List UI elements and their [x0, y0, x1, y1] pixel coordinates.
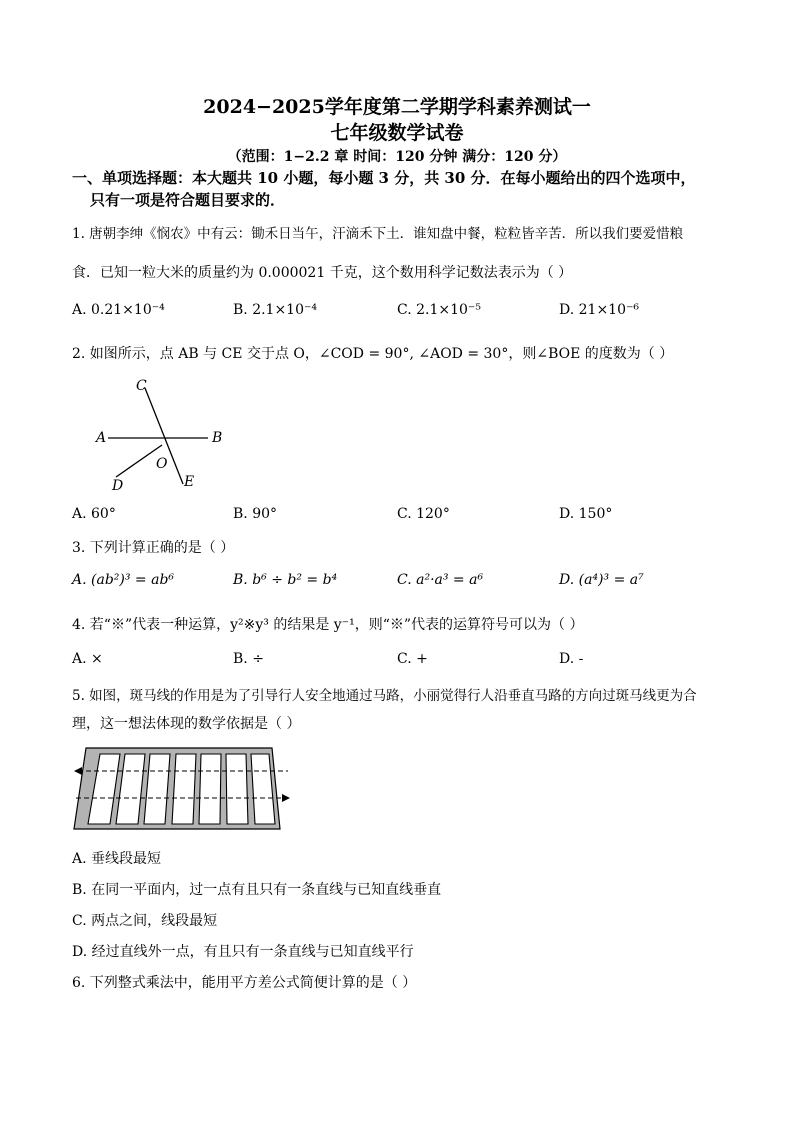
exam-meta: （范围：1−2.2 章 时间：120 分钟 满分：120 分）	[227, 149, 567, 165]
q5-text-line1: 5. 如图，斑马线的作用是为了引导行人安全地通过马路，小丽觉得行人沿垂直马路的方向过斑马线更为合	[72, 688, 697, 704]
q5-option-c[interactable]: C. 两点之间，线段最短	[72, 913, 218, 929]
q1-option-c[interactable]: C. 2.1×10⁻⁵	[397, 302, 481, 318]
q5-option-a[interactable]: A. 垂线段最短	[72, 851, 162, 867]
q4-option-c[interactable]: C. +	[397, 651, 428, 667]
q3-option-a[interactable]: A. (ab²)³ = ab⁶	[72, 572, 175, 588]
label-c: C	[136, 378, 147, 394]
q3-option-d[interactable]: D. (a⁴)³ = a⁷	[559, 572, 644, 588]
section-heading-line1: 一、单项选择题：本大题共 10 小题，每小题 3 分，共 30 分．在每小题给出的四个选项中，	[72, 169, 696, 187]
q3-option-c[interactable]: C. a²·a³ = a⁶	[397, 572, 484, 588]
label-a: A	[96, 430, 107, 446]
q3-text: 3. 下列计算正确的是（ ）	[72, 540, 235, 556]
q2-text: 2. 如图所示，点 AB 与 CE 交于点 O，∠COD = 90°, ∠AOD = 30°，则∠BOE 的度数为（ ）	[72, 346, 674, 362]
q2-option-d[interactable]: D. 150°	[559, 506, 613, 522]
q4-option-d[interactable]: D. -	[559, 651, 584, 667]
q5-text-line2: 理，这一想法体现的数学依据是（ ）	[72, 716, 301, 732]
q5-zebra-crossing-diagram	[70, 745, 295, 835]
stripe	[172, 754, 196, 824]
q1-text-line2: 食．已知一粒大米的质量约为 0.000021 千克，这个数用科学记数法表示为（ ）	[72, 265, 573, 281]
label-o: O	[156, 456, 168, 472]
q5-option-d[interactable]: D. 经过直线外一点，有且只有一条直线与已知直线平行	[72, 944, 414, 960]
exam-title: 2024−2025学年度第二学期学科素养测试一	[203, 96, 591, 118]
q6-text: 6. 下列整式乘法中，能用平方差公式简便计算的是（ ）	[72, 975, 417, 991]
q3-option-b[interactable]: B. b⁶ ÷ b² = b⁴	[233, 572, 338, 588]
section-heading-line2: 只有一项是符合题目要求的．	[90, 191, 286, 209]
stripe	[199, 754, 221, 824]
q1-text-line1: 1. 唐朝李绅《悯农》中有云：锄禾日当午，汗滴禾下土．谁知盘中餐，粒粒皆辛苦．所以我们要爱惜粮	[72, 226, 684, 242]
stripe	[226, 754, 248, 824]
q2-angle-diagram	[90, 372, 240, 497]
arrowhead-left	[74, 767, 82, 775]
arrowhead-right	[282, 794, 290, 802]
exam-subtitle: 七年级数学试卷	[330, 122, 464, 144]
q4-option-a[interactable]: A. ×	[72, 651, 103, 667]
q4-text: 4. 若“※”代表一种运算，y²※y³ 的结果是 y⁻¹，则“※”代表的运算符号可以为（ ）	[72, 617, 584, 633]
q4-option-b[interactable]: B. ÷	[233, 651, 264, 667]
label-d: D	[112, 478, 124, 494]
q1-option-b[interactable]: B. 2.1×10⁻⁴	[233, 302, 317, 318]
q2-option-c[interactable]: C. 120°	[397, 506, 450, 522]
label-b: B	[212, 430, 223, 446]
q5-option-b[interactable]: B. 在同一平面内，过一点有且只有一条直线与已知直线垂直	[72, 882, 442, 898]
q2-option-b[interactable]: B. 90°	[233, 506, 278, 522]
q2-option-a[interactable]: A. 60°	[72, 506, 116, 522]
label-e: E	[184, 474, 195, 490]
q1-option-d[interactable]: D. 21×10⁻⁶	[559, 302, 639, 318]
q1-option-a[interactable]: A. 0.21×10⁻⁴	[72, 302, 165, 318]
